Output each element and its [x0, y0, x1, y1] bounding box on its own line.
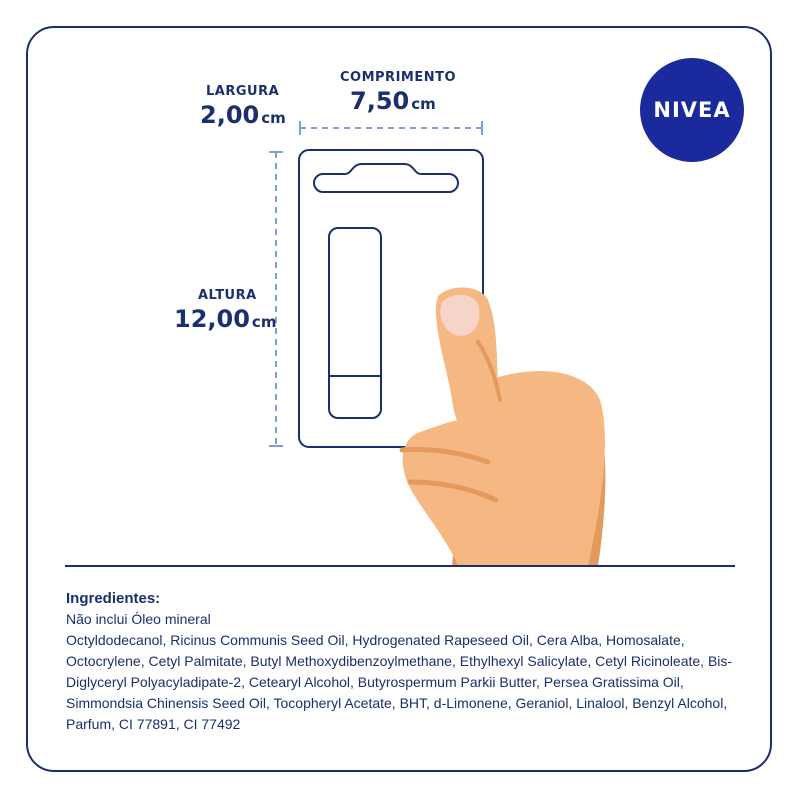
nivea-logo: [640, 58, 744, 162]
height-dimension-line: [269, 152, 283, 446]
height-value: [174, 305, 276, 333]
height-label: ALTURA: [198, 288, 257, 303]
width-value: [200, 101, 286, 129]
ingredients-list: Octyldodecanol, Ricinus Communis Seed Oil, Hydrogenated Rapeseed Oil, Cera Alba, Homosalate, Octocrylene, Cetyl Palmitate, Butyl Methoxydibenzoylmethane, Ethylhexyl Salicylate, Cetyl Ricinoleate, Bis-Diglyceryl Polyacyladipate-2, Cetearyl Alcohol, Butyrospermum Parkii Butter, Persea Gratissima Oil, Simmondsia Chinensis Seed Oil, Tocopheryl Acetate, BHT, d-Limonene, Geraniol, Linalool, Benzyl Alcohol, Parfum, CI 77891, CI 77492: [66, 632, 733, 732]
length-label: COMPRIMENTO: [340, 70, 457, 85]
height-unit: cm: [251, 313, 277, 331]
height-number: 12,00: [174, 305, 250, 333]
length-unit: cm: [411, 95, 436, 113]
divider: [65, 565, 735, 567]
length-number: 7,50: [350, 87, 410, 115]
lip-balm-stick: [329, 228, 381, 418]
logo-text: NIVEA: [653, 98, 731, 122]
width-number: 2,00: [200, 101, 260, 129]
length-value: [350, 87, 436, 115]
width-unit: cm: [261, 109, 286, 127]
length-dimension-line: [300, 121, 482, 135]
ingredients-note: Não inclui Óleo mineral: [66, 611, 211, 627]
width-label: LARGURA: [206, 84, 280, 99]
ingredients-title: Ingredientes:: [66, 590, 161, 607]
ingredients-section: [66, 590, 746, 735]
